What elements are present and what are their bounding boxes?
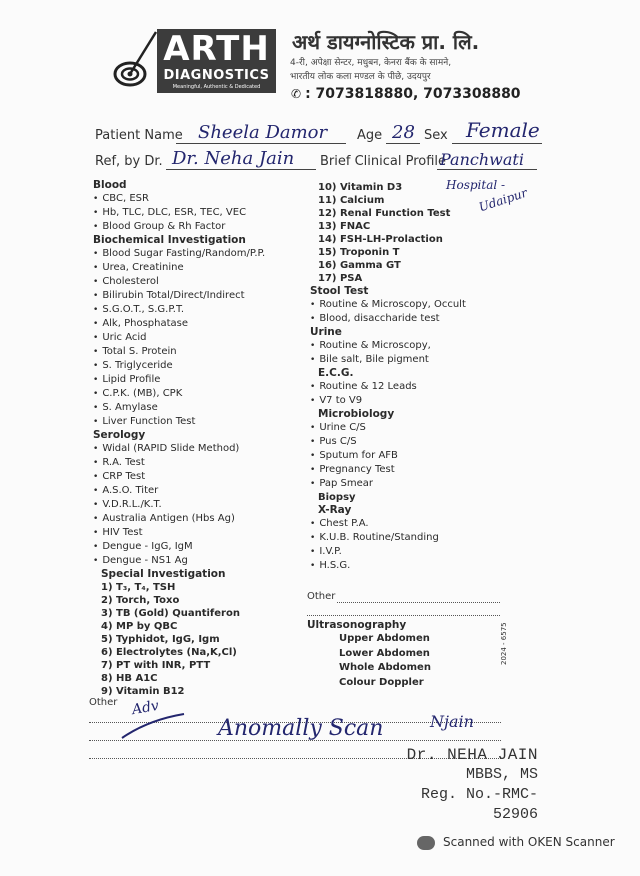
- ref-doctor-value: Dr. Neha Jain: [172, 148, 295, 169]
- print-code: 2024 - 6575: [500, 622, 508, 665]
- left_column-item: Serology: [93, 429, 146, 441]
- left_column-item: • C.P.K. (MB), CPK: [93, 387, 265, 401]
- ref-doctor-label: Ref, by Dr.: [95, 154, 163, 169]
- right_column-item: 17) PSA: [318, 273, 363, 284]
- test-list-right: [310, 181, 466, 573]
- right_column-item: • Routine & Microscopy, Occult: [310, 298, 466, 312]
- left_column-item: • R.A. Test: [93, 456, 265, 470]
- right_column-item: 10) Vitamin D3: [318, 182, 403, 193]
- right_column-item: 13) FNAC: [318, 221, 371, 232]
- phone-numbers: [291, 86, 521, 102]
- right_column-item: 12) Renal Function Test: [318, 208, 451, 219]
- left_column-item: 2) Torch, Toxo: [101, 595, 180, 606]
- clinical-profile-label: Brief Clinical Profile: [320, 154, 447, 169]
- right_column-item: • Blood, disaccharide test: [310, 312, 466, 326]
- left_column-item: • Alk, Phosphatase: [93, 317, 265, 331]
- left_column-item: • Dengue - NS1 Ag: [93, 554, 265, 568]
- other-right-label: Other: [307, 591, 336, 602]
- clinical-profile-value-3: Udaipur: [477, 185, 529, 215]
- right_column-item: 15) Troponin T: [318, 247, 400, 258]
- address-line-1: 4-री, अपेक्षा सेन्टर, मधुबन, केनरा बैंक के सामने,: [290, 58, 452, 68]
- right_column-item: 14) FSH-LH-Prolaction: [318, 234, 443, 245]
- company-address: [290, 56, 530, 84]
- left_column-item: Special Investigation: [101, 568, 226, 580]
- other-right-line-1: [337, 602, 500, 603]
- age-line: [386, 143, 420, 144]
- ref-doctor-line: [166, 169, 316, 170]
- clinical-profile-value-1: Panchwati: [440, 150, 524, 169]
- left_column-item: 7) PT with INR, PTT: [101, 660, 211, 671]
- left_column-item: 8) HB A1C: [101, 673, 158, 684]
- right_column-item: E.C.G.: [318, 367, 354, 379]
- brand-tagline: Meaningful, Authentic & Dedicated: [172, 84, 261, 90]
- left_column-item: • Widal (RAPID Slide Method): [93, 442, 265, 456]
- right_column-item: • Urine C/S: [310, 421, 466, 435]
- right_column-item: • I.V.P.: [310, 545, 466, 559]
- clinical-profile-value-2: Hospital -: [446, 178, 506, 192]
- right_column-item: • Routine & 12 Leads: [310, 380, 466, 394]
- left_column-item: 4) MP by QBC: [101, 621, 178, 632]
- left_column-item: • Hb, TLC, DLC, ESR, TEC, VEC: [93, 206, 265, 220]
- right_column-item: • Bile salt, Bile pigment: [310, 353, 466, 367]
- left_column-item: • A.S.O. Titer: [93, 484, 265, 498]
- patient-name-label: Patient Name: [95, 128, 183, 143]
- scanner-watermark: [417, 835, 615, 850]
- left_column-item: • Dengue - IgG, IgM: [93, 540, 265, 554]
- left_column-item: • HIV Test: [93, 526, 265, 540]
- right_column-item: Stool Test: [310, 285, 369, 297]
- left_column-item: • Urea, Creatinine: [93, 261, 265, 275]
- other-right-line-2: [307, 615, 500, 616]
- left_column-item: • S. Triglyceride: [93, 359, 265, 373]
- left_column-item: 1) T₃, T₄, TSH: [101, 582, 176, 593]
- right_column-item: • Chest P.A.: [310, 517, 466, 531]
- usg-item: Whole Abdomen: [339, 662, 431, 673]
- right_column-item: • Pus C/S: [310, 435, 466, 449]
- right_column-item: • Routine & Microscopy,: [310, 339, 466, 353]
- left_column-item: • Blood Group & Rh Factor: [93, 220, 265, 234]
- left_column-item: • CBC, ESR: [93, 192, 265, 206]
- right_column-item: X-Ray: [318, 504, 352, 516]
- age-label: Age: [357, 128, 383, 143]
- left_column-item: 5) Typhidot, IgG, Igm: [101, 634, 220, 645]
- doctor-name: Dr. NEHA JAIN: [406, 746, 538, 764]
- test-list-left: [93, 179, 265, 698]
- phone-icon: ✆: [291, 87, 302, 101]
- right_column-item: 11) Calcium: [318, 195, 385, 206]
- ultrasonography-title: Ultrasonography: [307, 619, 407, 631]
- doctor-degree: MBBS, MS: [465, 766, 538, 783]
- address-line-2: भारतीय लोक कला मण्डल के पीछे, उदयपुर: [290, 72, 431, 82]
- left_column-item: • Liver Function Test: [93, 415, 265, 429]
- right_column-item: 16) Gamma GT: [318, 260, 401, 271]
- handwritten-test: Anomally Scan: [218, 716, 384, 741]
- brand-subtitle: DIAGNOSTICS: [163, 68, 270, 83]
- clinical-profile-line: [437, 169, 537, 170]
- usg-item: Colour Doppler: [339, 676, 424, 688]
- right_column-item: • H.S.G.: [310, 559, 466, 573]
- handwritten-stroke: [118, 712, 188, 742]
- right_column-item: • V7 to V9: [310, 394, 466, 408]
- brand-logo: [157, 29, 276, 93]
- left_column-item: 6) Electrolytes (Na,K,Cl): [101, 647, 237, 658]
- right_column-item: Microbiology: [318, 408, 395, 420]
- brand-name: ARTH: [163, 29, 270, 69]
- right_column-item: • Pregnancy Test: [310, 463, 466, 477]
- phone-text: : 7073818880, 7073308880: [305, 86, 521, 102]
- handwritten-advice: Adv: [130, 697, 161, 719]
- left_column-item: • S.G.O.T., S.G.P.T.: [93, 303, 265, 317]
- right_column-item: • Sputum for AFB: [310, 449, 466, 463]
- patient-name-line: [176, 143, 346, 144]
- other-bottom-label: Other: [89, 697, 118, 708]
- right_column-item: • K.U.B. Routine/Standing: [310, 531, 466, 545]
- right_column-item: Biopsy: [318, 492, 356, 503]
- company-name-hindi: अर्थ डायग्नोस्टिक प्रा. लि.: [292, 30, 480, 54]
- left_column-item: • Australia Antigen (Hbs Ag): [93, 512, 265, 526]
- sex-label: Sex: [424, 128, 448, 143]
- left_column-item: • Blood Sugar Fasting/Random/P.P.: [93, 247, 265, 261]
- left_column-item: • S. Amylase: [93, 401, 265, 415]
- left_column-item: • Bilirubin Total/Direct/Indirect: [93, 289, 265, 303]
- doctor-signature: Njain: [430, 712, 474, 731]
- target-logo-icon: [108, 28, 160, 94]
- ultrasonography-section: [307, 619, 431, 690]
- scanner-text: Scanned with OKEN Scanner: [443, 835, 615, 849]
- left_column-item: • Uric Acid: [93, 331, 265, 345]
- left_column-item: 3) TB (Gold) Quantiferon: [101, 608, 240, 619]
- sex-value: Female: [466, 118, 540, 142]
- age-value: 28: [392, 122, 415, 143]
- usg-item: Upper Abdomen: [339, 633, 430, 644]
- left_column-item: 9) Vitamin B12: [101, 686, 185, 697]
- usg-item: Lower Abdomen: [339, 647, 430, 659]
- left_column-item: • CRP Test: [93, 470, 265, 484]
- left_column-item: • Cholesterol: [93, 275, 265, 289]
- doctor-registration: Reg. No.-RMC-52906: [420, 786, 538, 823]
- patient-name-value: Sheela Damor: [198, 122, 328, 143]
- doctor-stamp: [383, 745, 538, 825]
- left_column-item: • Total S. Protein: [93, 345, 265, 359]
- left_column-item: • V.D.R.L./K.T.: [93, 498, 265, 512]
- left_column-item: Blood: [93, 179, 127, 191]
- sex-line: [452, 143, 542, 144]
- right_column-item: Urine: [310, 326, 342, 338]
- left_column-item: Biochemical Investigation: [93, 234, 246, 246]
- right_column-item: • Pap Smear: [310, 477, 466, 491]
- scanner-icon: [417, 836, 435, 850]
- left_column-item: • Lipid Profile: [93, 373, 265, 387]
